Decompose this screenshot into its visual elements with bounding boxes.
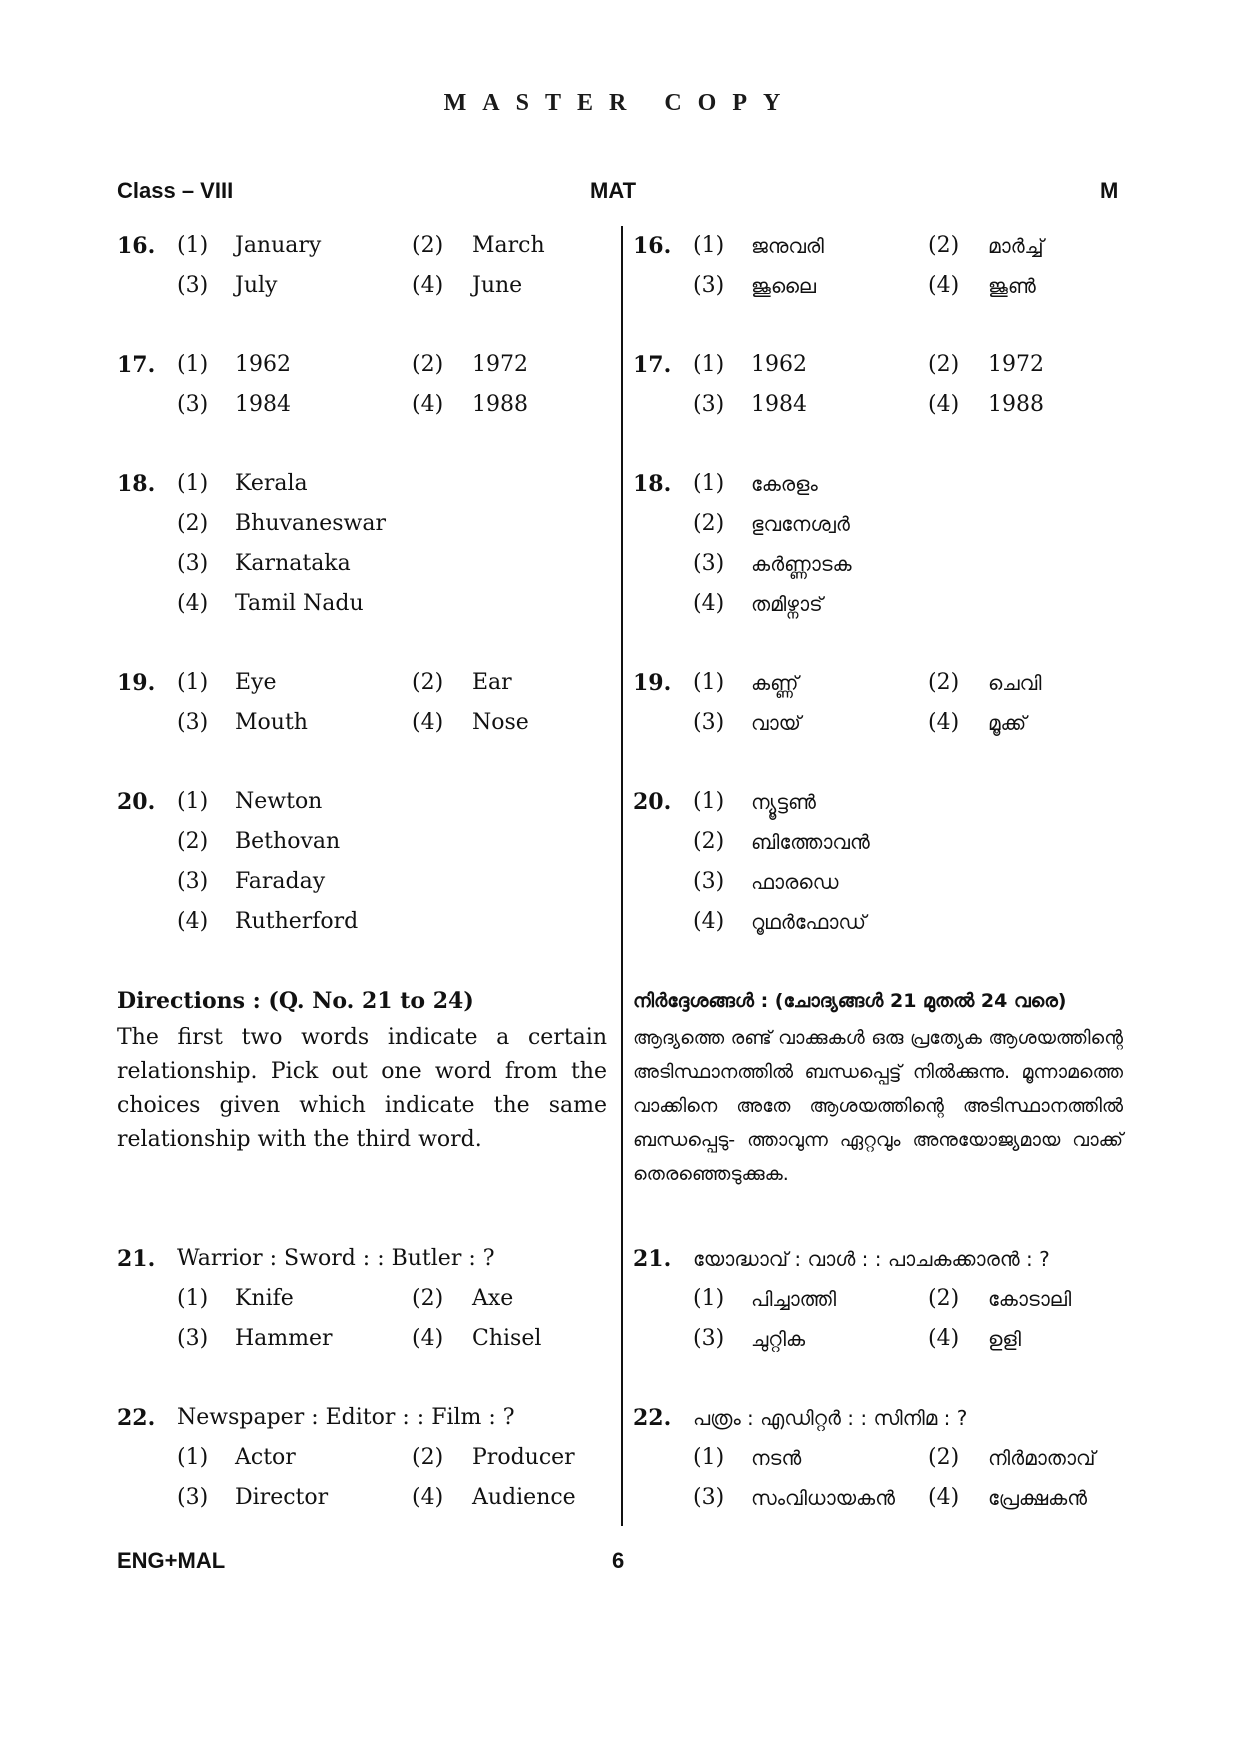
option-text: ജൂലൈ xyxy=(751,274,816,298)
question-number: 19. xyxy=(633,670,672,696)
question-stem: യോദ്ധാവ് : വാൾ : : പാചകക്കാരൻ : ? xyxy=(693,1247,1050,1271)
question-stem: പത്രം : എഡിറ്റർ : : സിനിമ : ? xyxy=(693,1406,968,1430)
option-text: Audience xyxy=(472,1485,576,1510)
directions-text: The first two words indicate a certain relationship. Pick out one word from the choices given which indicate the same relationship with the third word. xyxy=(117,1025,607,1152)
option-number: (4) xyxy=(928,1485,960,1510)
question-18 xyxy=(117,464,607,663)
directions-block xyxy=(117,981,607,1239)
option-text: July xyxy=(235,273,278,298)
option-number: (4) xyxy=(928,392,960,417)
option-number: (3) xyxy=(177,710,209,735)
option-text: Mouth xyxy=(235,710,308,735)
option-number: (2) xyxy=(928,670,960,695)
option-number: (2) xyxy=(928,352,960,377)
option-number: (3) xyxy=(693,273,725,298)
question-20 xyxy=(117,782,607,981)
option-text: Eye xyxy=(235,670,277,695)
option-text: Bhuvaneswar xyxy=(235,511,386,536)
option-number: (2) xyxy=(412,1286,444,1311)
option-text: Director xyxy=(235,1485,329,1510)
option-number: (1) xyxy=(177,1286,209,1311)
question-number: 20. xyxy=(633,789,672,815)
option-text: കണ്ണ് xyxy=(751,671,799,695)
question-number: 22. xyxy=(633,1405,672,1431)
option-text: Tamil Nadu xyxy=(235,591,364,616)
class-label: Class – VIII xyxy=(117,178,234,203)
question-20-mal xyxy=(633,782,1123,981)
option-number: (3) xyxy=(693,392,725,417)
option-text: Rutherford xyxy=(235,909,359,934)
question-17-mal xyxy=(633,345,1123,464)
question-number: 19. xyxy=(117,670,156,696)
option-number: (1) xyxy=(693,233,725,258)
option-number: (3) xyxy=(693,869,725,894)
option-number: (1) xyxy=(693,1286,725,1311)
question-17 xyxy=(117,345,607,464)
question-number: 22. xyxy=(117,1405,156,1431)
option-text: Karnataka xyxy=(235,551,351,576)
option-text: January xyxy=(235,233,322,258)
question-22 xyxy=(117,1398,607,1518)
option-number: (4) xyxy=(928,1326,960,1351)
option-number: (2) xyxy=(693,511,725,536)
option-text: Ear xyxy=(472,670,512,695)
option-number: (4) xyxy=(412,273,444,298)
option-text: പിച്ചാത്തി xyxy=(751,1287,837,1311)
option-number: (2) xyxy=(928,233,960,258)
option-text: ബിത്തോവൻ xyxy=(751,830,870,854)
option-number: (4) xyxy=(693,591,725,616)
option-number: (2) xyxy=(412,352,444,377)
question-stem: Newspaper : Editor : : Film : ? xyxy=(177,1405,515,1430)
directions-heading: നിർദ്ദേശങ്ങൾ : (ചോദ്യങ്ങൾ 21 മുതൽ 24 വരെ) xyxy=(633,990,1067,1012)
option-text: നടൻ xyxy=(751,1446,802,1470)
option-number: (4) xyxy=(177,909,209,934)
option-text: Hammer xyxy=(235,1326,333,1351)
option-number: (2) xyxy=(928,1286,960,1311)
option-number: (4) xyxy=(412,392,444,417)
option-text: Axe xyxy=(472,1286,514,1311)
option-number: (3) xyxy=(693,551,725,576)
option-text: Faraday xyxy=(235,869,326,894)
option-number: (1) xyxy=(693,670,725,695)
subject-label: MAT xyxy=(590,178,637,203)
option-text: 1988 xyxy=(472,392,528,417)
option-text: ഫാരഡെ xyxy=(751,870,839,894)
paper-language: ENG+MAL xyxy=(117,1548,226,1573)
option-number: (1) xyxy=(177,1445,209,1470)
option-text: March xyxy=(472,233,545,258)
option-number: (1) xyxy=(177,789,209,814)
option-number: (3) xyxy=(693,1326,725,1351)
option-text: 1972 xyxy=(988,352,1044,377)
option-number: (2) xyxy=(177,829,209,854)
option-number: (1) xyxy=(693,352,725,377)
question-21-mal xyxy=(633,1239,1123,1398)
option-text: സംവിധായകൻ xyxy=(751,1486,895,1510)
option-text: 1972 xyxy=(472,352,528,377)
option-text: ജൂൺ xyxy=(988,274,1036,298)
page-number: 6 xyxy=(612,1548,625,1573)
question-18-mal xyxy=(633,464,1123,663)
option-text: Chisel xyxy=(472,1326,542,1351)
option-text: Kerala xyxy=(235,471,308,496)
option-text: ഉളി xyxy=(988,1327,1022,1351)
option-number: (1) xyxy=(693,1445,725,1470)
question-number: 20. xyxy=(117,789,156,815)
option-number: (4) xyxy=(412,1326,444,1351)
option-number: (3) xyxy=(177,392,209,417)
option-text: Knife xyxy=(235,1286,294,1311)
option-number: (3) xyxy=(693,710,725,735)
option-number: (3) xyxy=(177,1326,209,1351)
option-text: June xyxy=(472,273,523,298)
option-number: (2) xyxy=(177,511,209,536)
question-number: 18. xyxy=(633,471,672,497)
option-number: (1) xyxy=(177,352,209,377)
directions-block-mal xyxy=(633,981,1123,1239)
option-text: മാർച്ച് xyxy=(988,234,1044,258)
option-text: 1988 xyxy=(988,392,1044,417)
directions-text: ആദ്യത്തെ രണ്ട് വാക്കുകൾ ഒരു പ്രത്യേക ആശയത്തിന്റെ അടിസ്ഥാനത്തിൽ ബന്ധപ്പെട്ട് നിൽക്കുന്നു. മൂന്നാമത്തെ വാക്കിനെ അതേ ആശയത്തിന്റെ അടിസ്ഥാനത്തിൽ ബന്ധപ്പെടു- ത്താവുന്ന ഏറ്റവും അനുയോജ്യമായ വാക്ക് തെരഞ്ഞെടുക്കുക. xyxy=(633,1027,1123,1185)
question-19-mal xyxy=(633,663,1123,782)
question-16-mal xyxy=(633,226,1123,345)
option-number: (3) xyxy=(177,551,209,576)
option-number: (4) xyxy=(928,710,960,735)
option-number: (4) xyxy=(177,591,209,616)
option-number: (1) xyxy=(177,670,209,695)
option-text: Actor xyxy=(235,1445,296,1470)
question-19 xyxy=(117,663,607,782)
option-number: (3) xyxy=(177,1485,209,1510)
option-text: ന്യൂട്ടൺ xyxy=(751,790,816,814)
question-number: 21. xyxy=(117,1246,156,1272)
option-number: (3) xyxy=(177,869,209,894)
english-column xyxy=(117,226,607,1518)
option-number: (1) xyxy=(177,471,209,496)
option-number: (2) xyxy=(928,1445,960,1470)
option-number: (4) xyxy=(412,1485,444,1510)
option-number: (4) xyxy=(693,909,725,934)
question-16 xyxy=(117,226,607,345)
question-number: 17. xyxy=(117,352,156,378)
question-number: 17. xyxy=(633,352,672,378)
option-text: 1984 xyxy=(235,392,291,417)
option-text: നിർമാതാവ് xyxy=(988,1446,1096,1470)
option-text: Producer xyxy=(472,1445,575,1470)
option-number: (2) xyxy=(412,233,444,258)
question-22-mal xyxy=(633,1398,1123,1518)
option-number: (1) xyxy=(177,233,209,258)
question-number: 16. xyxy=(117,233,156,259)
option-number: (4) xyxy=(928,273,960,298)
column-divider xyxy=(621,226,623,1526)
option-text: വായ് xyxy=(751,711,801,735)
option-text: പ്രേക്ഷകൻ xyxy=(988,1486,1088,1510)
option-number: (1) xyxy=(693,789,725,814)
option-number: (2) xyxy=(412,1445,444,1470)
version-code: M xyxy=(1100,178,1119,203)
option-number: (2) xyxy=(412,670,444,695)
option-text: കേരളം xyxy=(751,472,818,496)
option-text: മൂക്ക് xyxy=(988,711,1027,735)
option-text: Newton xyxy=(235,789,323,814)
option-text: തമിഴ്നാട് xyxy=(751,592,823,616)
option-number: (3) xyxy=(693,1485,725,1510)
question-stem: Warrior : Sword : : Butler : ? xyxy=(177,1246,495,1271)
question-number: 16. xyxy=(633,233,672,259)
malayalam-column xyxy=(633,226,1123,1518)
question-21 xyxy=(117,1239,607,1398)
question-number: 21. xyxy=(633,1246,672,1272)
option-number: (3) xyxy=(177,273,209,298)
option-text: ജനുവരി xyxy=(751,234,824,258)
option-text: ചെവി xyxy=(988,671,1042,695)
option-text: റൂഥർഫോഡ് xyxy=(751,910,866,934)
directions-heading: Directions : (Q. No. 21 to 24) xyxy=(117,988,474,1014)
option-text: 1962 xyxy=(235,352,291,377)
question-number: 18. xyxy=(117,471,156,497)
option-text: 1962 xyxy=(751,352,807,377)
option-number: (1) xyxy=(693,471,725,496)
option-text: കർണ്ണാടക xyxy=(751,552,852,576)
option-text: ചുറ്റിക xyxy=(751,1327,806,1351)
option-text: കോടാലി xyxy=(988,1287,1072,1311)
master-copy-title: MASTER COPY xyxy=(443,90,797,116)
option-text: Bethovan xyxy=(235,829,341,854)
option-number: (4) xyxy=(412,710,444,735)
option-text: Nose xyxy=(472,710,529,735)
option-number: (2) xyxy=(693,829,725,854)
option-text: 1984 xyxy=(751,392,807,417)
option-text: ഭുവനേശ്വർ xyxy=(751,512,850,536)
